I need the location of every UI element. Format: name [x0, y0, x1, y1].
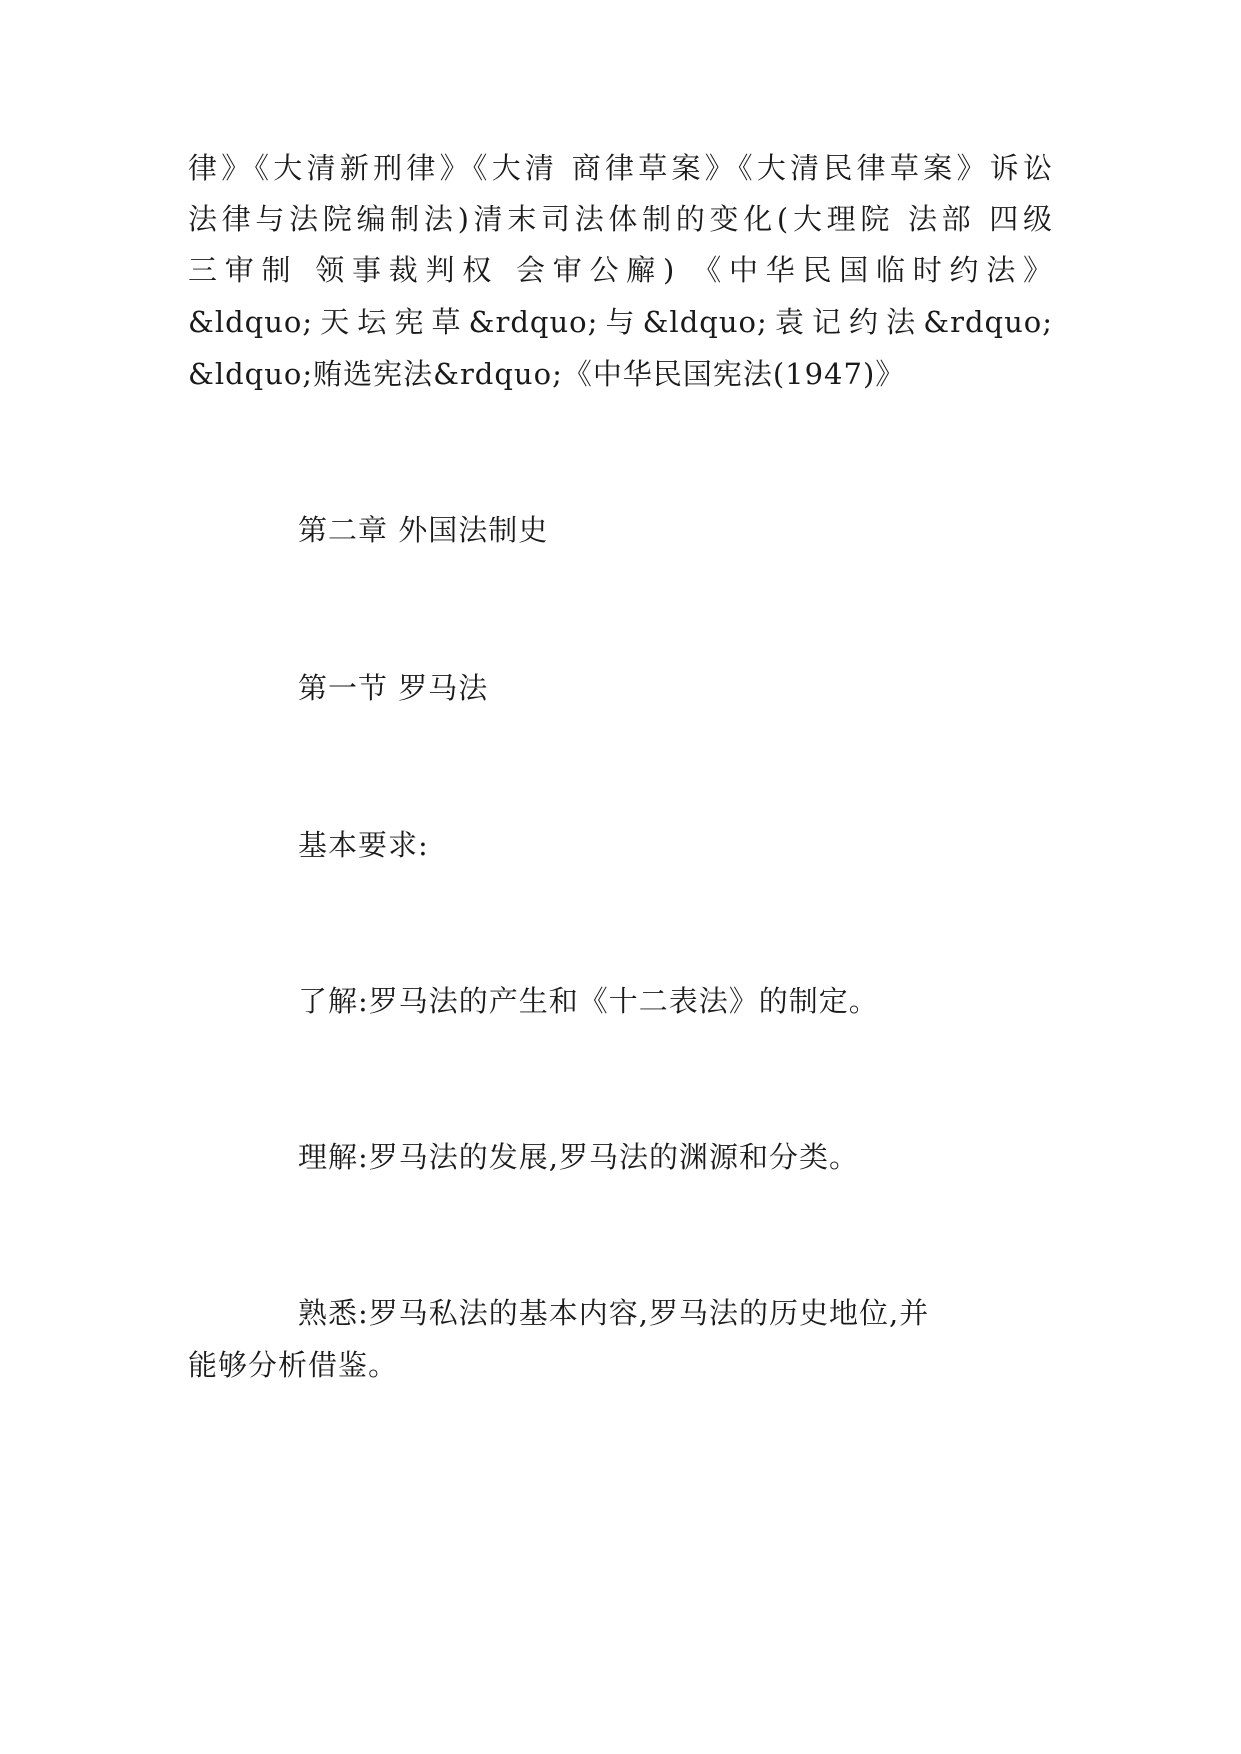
- section-heading: 第一节 罗马法: [298, 671, 489, 705]
- paragraph-line: 律》《大清新刑律》《大清 商律草案》《大清民律草案》诉讼: [188, 151, 1053, 185]
- requirement-familiar-line-1: 熟悉:罗马私法的基本内容,罗马法的历史地位,并: [298, 1296, 930, 1330]
- paragraph-line: 三审制 领事裁判权 会审公廨) 《中华民国临时约法》: [188, 253, 1053, 287]
- requirements-label: 基本要求:: [298, 828, 429, 862]
- requirement-familiar-line-2: 能够分析借鉴。: [188, 1348, 399, 1382]
- chapter-heading: 第二章 外国法制史: [298, 513, 549, 547]
- paragraph-line: 法律与法院编制法)清末司法体制的变化(大理院 法部 四级: [188, 202, 1053, 236]
- requirement-understand-basic: 了解:罗马法的产生和《十二表法》的制定。: [298, 984, 879, 1018]
- paragraph-line: &ldquo;贿选宪法&rdquo;《中华民国宪法(1947)》: [188, 357, 906, 391]
- paragraph-line: &ldquo;天坛宪草&rdquo;与&ldquo;袁记约法&rdquo;: [188, 305, 1053, 339]
- requirement-comprehend: 理解:罗马法的发展,罗马法的渊源和分类。: [298, 1140, 859, 1174]
